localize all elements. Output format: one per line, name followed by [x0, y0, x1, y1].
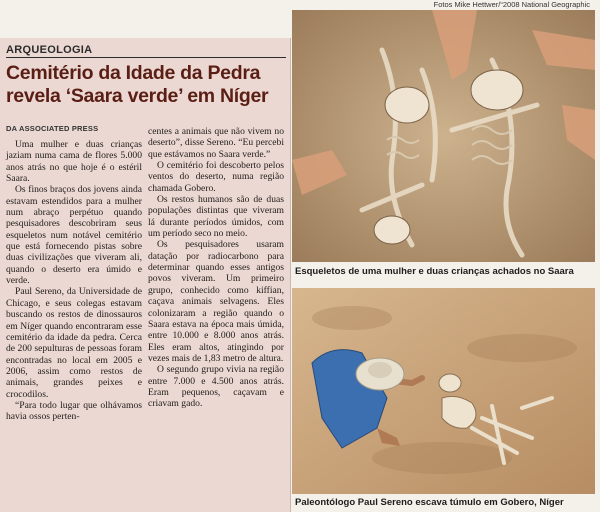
article-column-2 — [148, 126, 284, 410]
byline: DA ASSOCIATED PRESS — [6, 124, 99, 133]
headline — [6, 62, 288, 108]
paragraph: Os pesquisadores usaram datação por radiocarbono para determinar quando esses antigos povos viveram. Um primeiro grupo, conhecido como kiffian, caçava animais selvagens. Eles colonizaram a região quando o Saara estava na época mais úmida, entre 10.000 e 8.000 anos atrás. Eles eram altos, atingindo por vezes mais de 1,83 metro de altura. — [148, 239, 284, 364]
excavation-illustration — [292, 288, 595, 494]
kicker-rule — [6, 57, 286, 58]
paragraph: O cemitério foi descoberto pelos ventos do deserto, numa região chamada Gobero. — [148, 160, 284, 194]
paragraph: O segundo grupo vivia na região entre 7.000 e 4.500 anos atrás. Eram pequenos, caçavam e criavam gado. — [148, 364, 284, 410]
photo-caption-2: Paleontólogo Paul Sereno escava túmulo em Gobero, Níger — [295, 497, 564, 508]
column-divider — [290, 38, 291, 512]
paragraph: Uma mulher e duas crianças jaziam numa cama de flores 5.000 anos atrás no que hoje é o estéril Saara. — [6, 139, 142, 185]
paragraph: Paul Sereno, da Universidade de Chicago, e seus colegas estavam buscando os restos de dinossauros em Níger quando encontraram esse cemitério da idade da pedra. Cerca de 200 sepulturas de pessoas foram encontradas no local em 2005 e 2006, assim como restos de animais, grandes peixes e crocodilos. — [6, 286, 142, 400]
paragraph: Os restos humanos são de duas populações distintas que viveram lá durante períodos úmidos, com um período seco no meio. — [148, 194, 284, 240]
skeletons-illustration — [292, 10, 595, 262]
article-column-1 — [6, 139, 142, 423]
paragraph: Os finos braços dos jovens ainda estavam estendidos para a mulher num abraço perpétuo quando pesquisadores descobriram seus esqueletos num notável cemitério que está fornecendo pistas sobre duas civilizações que viveram ali, quando o deserto era úmido e verde. — [6, 184, 142, 287]
paleontologist-photo — [292, 288, 595, 494]
photo-credit: Fotos Mike Hettwer/“2008 National Geographic — [433, 0, 590, 9]
photo-caption-1: Esqueletos de uma mulher e duas crianças achados no Saara — [295, 266, 574, 277]
skeletons-photo — [292, 10, 595, 262]
section-kicker: ARQUEOLOGIA — [6, 44, 93, 56]
paragraph: centes a animais que não vivem no deserto”, disse Sereno. “Eu percebi que estávamos no Saara verde.” — [148, 126, 284, 160]
headline-line-2: revela ‘Saara verde’ em Níger — [6, 85, 269, 107]
paragraph: “Para todo lugar que olhávamos havia ossos perten- — [6, 399, 142, 423]
headline-line-1: Cemitério da Idade da Pedra — [6, 62, 261, 84]
